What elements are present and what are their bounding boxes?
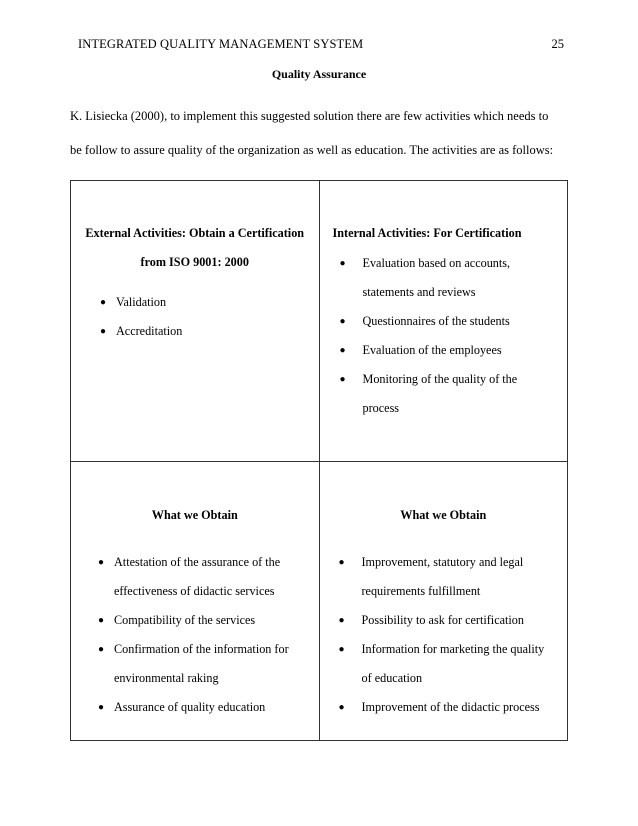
list-item-text-cont: process — [362, 401, 400, 415]
list-item-text: Confirmation of the information for — [114, 642, 289, 656]
bullet-icon: ● — [339, 374, 346, 385]
list-item-text: Improvement, statutory and legal — [361, 555, 524, 569]
bullet-icon: ● — [100, 297, 107, 308]
list-item-text: Monitoring of the quality of the — [362, 372, 518, 386]
bullet-icon: ● — [339, 258, 346, 269]
bullet-icon: ● — [339, 345, 346, 356]
intro-line-1: K. Lisiecka (2000), to implement this suggested solution there are few activities which needs to — [70, 109, 549, 123]
list-item — [98, 606, 319, 635]
section-title: Quality Assurance — [271, 67, 367, 81]
list-item-text: Attestation of the assurance of the — [114, 555, 281, 569]
list-item-text-cont: requirements fulfillment — [361, 584, 481, 598]
list-item — [340, 336, 568, 365]
bullet-icon: ● — [338, 644, 345, 655]
bullet-icon: ● — [98, 644, 105, 655]
bullet-icon: ● — [98, 702, 105, 713]
external-activities-cell — [71, 181, 320, 462]
internal-activities-list — [340, 249, 568, 423]
intro-line-2: be follow to assure quality of the organization as well as education. The activities are as follows: — [70, 143, 554, 157]
bullet-icon: ● — [100, 326, 107, 337]
list-item-text: Improvement of the didactic process — [361, 700, 540, 714]
list-item — [98, 548, 319, 606]
activities-table — [70, 180, 568, 741]
list-item-text-cont: statements and reviews — [362, 285, 476, 299]
list-item-text: Compatibility of the services — [114, 613, 256, 627]
list-item — [339, 693, 568, 722]
bullet-icon: ● — [338, 615, 345, 626]
list-item-text: Information for marketing the quality — [361, 642, 545, 656]
obtain-right-cell — [319, 462, 568, 741]
obtain-left-title: What we Obtain — [151, 508, 238, 522]
external-title-line-1: External Activities: Obtain a Certification — [85, 226, 305, 240]
list-item-text: Questionnaires of the students — [362, 314, 510, 328]
list-item — [98, 635, 319, 693]
external-activities-title — [71, 181, 319, 277]
obtain-left-cell — [71, 462, 320, 741]
bullet-icon: ● — [339, 316, 346, 327]
external-title-line-2: from ISO 9001: 2000 — [140, 255, 249, 269]
bullet-icon: ● — [338, 702, 345, 713]
obtain-left-list — [98, 548, 319, 722]
bullet-icon: ● — [98, 615, 105, 626]
bullet-icon: ● — [338, 557, 345, 568]
list-item-text: Accreditation — [116, 324, 183, 338]
list-item-text: Assurance of quality education — [114, 700, 266, 714]
internal-activities-title: Internal Activities: For Certification — [332, 226, 522, 240]
list-item-text-cont: environmental raking — [114, 671, 219, 685]
external-activities-list — [100, 288, 319, 346]
list-item-text: Validation — [116, 295, 167, 309]
list-item — [100, 317, 319, 346]
running-header: INTEGRATED QUALITY MANAGEMENT SYSTEM — [78, 37, 364, 51]
list-item — [340, 307, 568, 336]
list-item-text: Evaluation of the employees — [362, 343, 502, 357]
obtain-right-title: What we Obtain — [400, 508, 487, 522]
list-item-text-cont: effectiveness of didactic services — [114, 584, 275, 598]
internal-activities-cell — [319, 181, 568, 462]
list-item-text: Evaluation based on accounts, — [362, 256, 511, 270]
list-item-text-cont: of education — [361, 671, 423, 685]
list-item — [340, 365, 568, 423]
list-item — [100, 288, 319, 317]
list-item — [340, 249, 568, 307]
obtain-right-list — [339, 548, 568, 722]
page-number: 25 — [551, 37, 564, 51]
list-item — [98, 693, 319, 722]
bullet-icon: ● — [98, 557, 105, 568]
list-item — [339, 548, 568, 606]
list-item-text: Possibility to ask for certification — [361, 613, 524, 627]
list-item — [339, 606, 568, 635]
list-item — [339, 635, 568, 693]
